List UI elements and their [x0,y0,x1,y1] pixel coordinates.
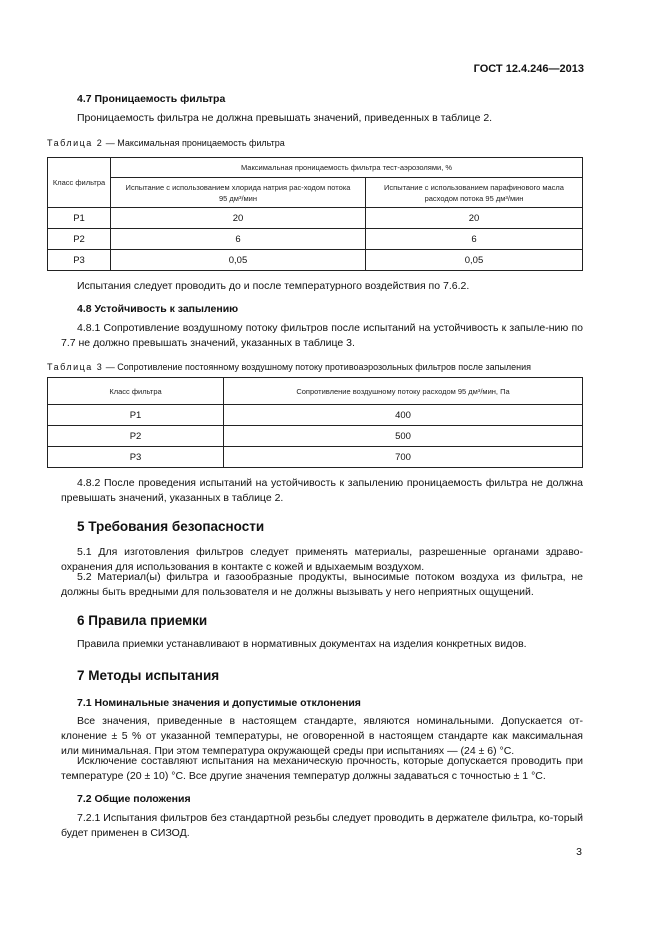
table-2-oil-header: Испытание с использованием парафинового масла расходом потока 95 дм³/мин [366,178,583,208]
section-4-8-1-text: 4.8.1 Сопротивление воздушному потоку фильтров после испытаний на устойчивость к запыле-нию по 7.7 не должно превышать значений, указанных в таблице 3. [61,322,583,349]
table-row: P2 500 [48,426,583,447]
section-4-8-2-text: 4.8.2 После проведения испытаний на устойчивость к запылению проницаемость фильтра не должна превышать значений, указанных в таблице 2. [61,477,583,504]
table-3-caption: Таблица 3 — Сопротивление постоянному воздушному потоку противоаэрозольных фильтров после запыления [47,362,532,372]
table-2-nacl-header: Испытание с использованием хлорида натрия рас-ходом потока 95 дм³/мин [111,178,366,208]
section-7-1-text-a: Все значения, приведенные в настоящем стандарте, являются номинальными. Допускается от-клонение ± 5 % от указанной температуры, не оговоренной в настоящем стандарте как максимальная или минимальная. При этом температура окружающей среды при испытаниях — (24 ± 6) °С. [61,715,583,757]
table-3-resistance-header: Сопротивление воздушному потоку расходом 95 дм³/мин, Па [224,378,583,405]
page-number: 3 [576,846,582,858]
section-6-heading: 6 Правила приемки [77,613,208,628]
table-row: P3 0,05 0,05 [48,250,583,271]
section-5-heading: 5 Требования безопасности [77,519,265,534]
section-4-8-heading: 4.8 Устойчивость к запылению [77,303,239,315]
table-2-class-header: Класс фильтра [48,158,111,208]
table-2-caption: Таблица 2 — Максимальная проницаемость фильтра [47,138,285,148]
table-3 [47,377,583,468]
table-2-group-header: Максимальная проницаемость фильтра тест-аэрозолями, % [111,158,583,178]
section-7-heading: 7 Методы испытания [77,668,220,683]
section-4-7-heading: 4.7 Проницаемость фильтра [77,93,226,105]
standard-header: ГОСТ 12.4.246—2013 [473,63,584,75]
section-7-2-1-text: 7.2.1 Испытания фильтров без стандартной резьбы следует проводить в держателе фильтра, ко-торый будет применен в СИЗОД. [61,812,583,839]
section-5-2-text: 5.2 Материал(ы) фильтра и газообразные продукты, выносимые потоком воздуха из фильтра, не должны быть вредными для пользователя и не должны вызывать у него неприятных ощущений. [61,571,583,598]
table-row: P1 400 [48,405,583,426]
table-row: P1 20 20 [48,208,583,229]
after-table-2-text: Испытания следует проводить до и после температурного воздействия по 7.6.2. [77,280,470,292]
table-row: P3 700 [48,447,583,468]
section-7-2-heading: 7.2 Общие положения [77,793,191,805]
section-7-1-heading: 7.1 Номинальные значения и допустимые отклонения [77,697,361,709]
table-row: P2 6 6 [48,229,583,250]
section-7-1-text-b: Исключение составляют испытания на механическую прочность, которые допускается проводить при температуре (20 ± 10) °С. Все другие значения температур должны задаваться с точностью ± 1 °С. [61,755,583,782]
section-6-text: Правила приемки устанавливают в нормативных документах на изделия конкретных видов. [77,638,527,650]
section-4-7-text: Проницаемость фильтра не должна превышать значений, приведенных в таблице 2. [77,112,493,124]
section-5-1-text: 5.1 Для изготовления фильтров следует применять материалы, разрешенные органами здраво-охранения для использования в контакте с кожей и вдыхаемым воздухом. [61,546,583,573]
table-2 [47,157,583,271]
table-3-class-header: Класс фильтра [48,378,224,405]
